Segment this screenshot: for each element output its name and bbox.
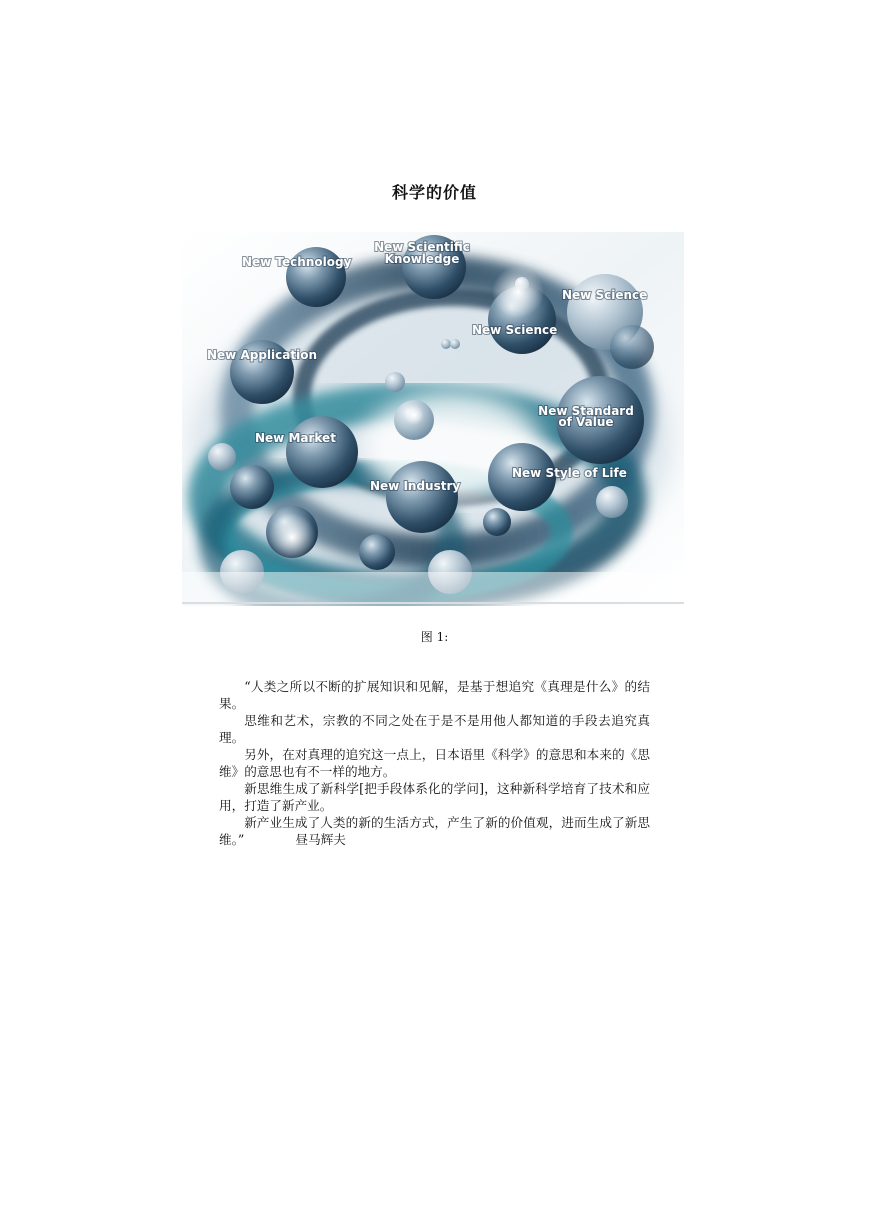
label-new-standard-line2: of Value	[558, 415, 614, 429]
label-new-style-of-life: New Style of Life	[512, 466, 627, 480]
figure-caption: 图 1:	[420, 630, 449, 644]
label-new-science-right: New Science	[562, 288, 648, 302]
paragraph: 另外，在对真理的追究这一点上，日本语里《科学》的意思和本来的《思维》的意思也有不一样的地方。	[219, 747, 650, 779]
science-cycle-graphic	[182, 232, 684, 606]
label-new-scientific-knowledge-line1: New Scientific	[374, 240, 470, 254]
label-new-application: New Application	[207, 348, 317, 362]
paragraph: 思维和艺术，宗教的不同之处在于是不是用他人都知道的手段去追究真理。	[219, 713, 650, 745]
paragraph: “人类之所以不断的扩展知识和见解，是基于想追究《真理是什么》的结果。	[219, 679, 650, 711]
label-new-science-center: New Science	[472, 323, 558, 337]
label-new-industry: New Industry	[370, 479, 461, 493]
label-new-scientific-knowledge-line2: Knowledge	[384, 252, 460, 266]
label-new-standard-line1: New Standard	[538, 404, 634, 418]
page-title: 科学的价值	[391, 183, 477, 202]
quote-body	[219, 678, 650, 848]
paragraph-text: 新产业生成了人类的新的生活方式，产生了新的价值观，进而生成了新思维。”	[219, 815, 650, 847]
author-name: 昼马辉夫	[295, 832, 346, 847]
label-new-technology: New Technology	[242, 255, 352, 269]
paragraph-last	[219, 814, 650, 848]
paragraph: 新思维生成了新科学[把手段体系化的学问]，这种新科学培育了技术和应用，打造了新产业。	[219, 781, 650, 813]
label-new-market: New Market	[255, 431, 336, 445]
figure-illustration	[182, 232, 684, 606]
